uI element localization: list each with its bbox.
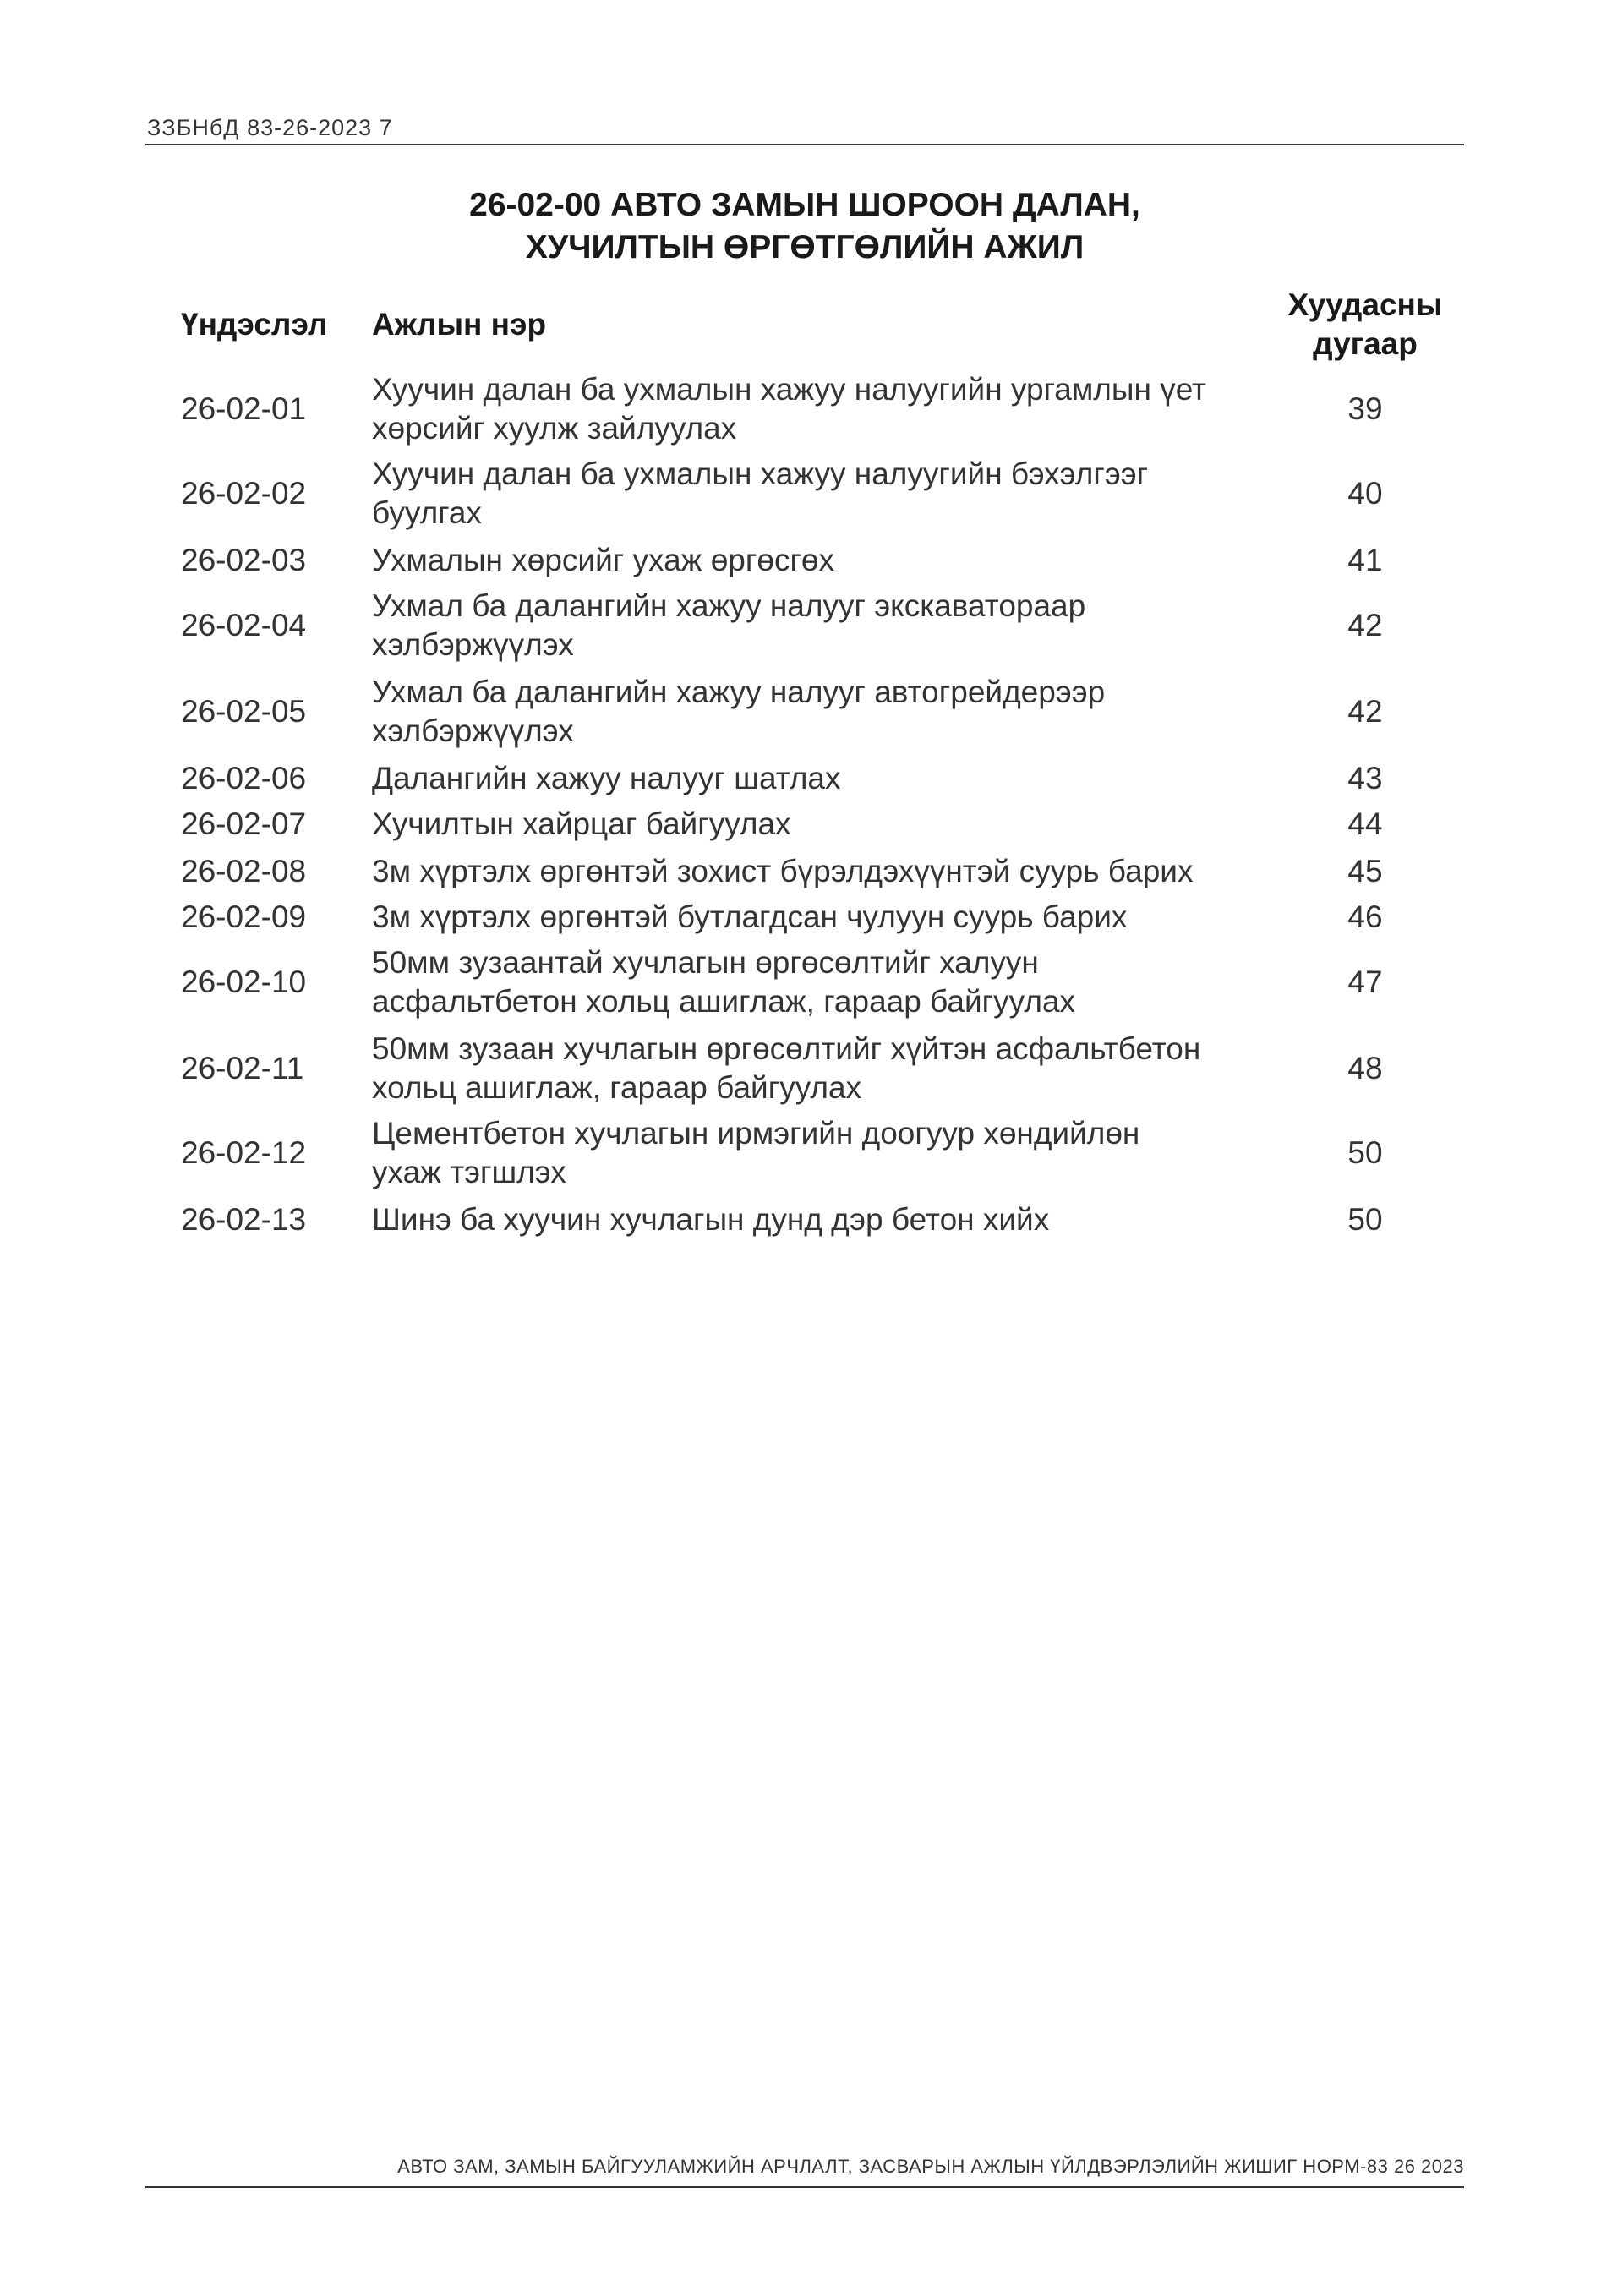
column-header-name: Ажлын нэр [372, 307, 547, 342]
row-page-number: 50 [1347, 1135, 1383, 1170]
row-page-number: 43 [1347, 761, 1383, 795]
row-name-line-1: Ухмалын хөрсийг ухаж өргөсгөх [372, 543, 835, 577]
header-divider [145, 144, 1464, 145]
table-row [0, 455, 1623, 533]
row-name [372, 370, 1268, 448]
column-header-page-line-1: Хуудасны [1287, 287, 1443, 322]
row-page-number: 47 [1347, 965, 1383, 999]
section-title [145, 184, 1464, 269]
table-row [0, 1114, 1623, 1192]
table-row [0, 370, 1623, 448]
row-name-line-1: Хуучин далан ба ухмалын хажуу налуугийн бэхэлгээг [372, 456, 1149, 491]
row-name [372, 943, 1268, 1021]
table-row [0, 673, 1623, 751]
row-code: 26-02-10 [181, 965, 307, 999]
column-header-code: Үндэслэл [181, 307, 328, 342]
row-name-line-2: ухаж тэгшлэх [372, 1155, 566, 1189]
row-page-number: 40 [1347, 476, 1383, 511]
row-code: 26-02-12 [181, 1135, 307, 1170]
row-page-number: 42 [1347, 694, 1383, 729]
row-name-line-1: Шинэ ба хуучин хучлагын дунд дэр бетон хийх [372, 1202, 1050, 1237]
row-name-line-2: хольц ашиглаж, гараар байгуулах [372, 1070, 862, 1105]
row-name [372, 587, 1268, 664]
row-name-line-1: 3м хүртэлх өргөнтэй бутлагдсан чулуун суурь барих [372, 899, 1128, 934]
row-name-line-2: хэлбэржүүлэх [372, 627, 574, 662]
row-name-line-1: 50мм зузаан хучлагын өргөсөлтийг хүйтэн асфальтбетон [372, 1031, 1201, 1066]
table-row [0, 1030, 1623, 1107]
row-page-number: 44 [1347, 806, 1383, 841]
row-name [372, 541, 1268, 580]
page-header [145, 115, 1464, 149]
footer-divider [145, 2186, 1464, 2188]
row-page-number: 48 [1347, 1051, 1383, 1085]
row-name [372, 759, 1268, 798]
row-name-line-2: буулгах [372, 495, 482, 530]
row-name [372, 898, 1268, 937]
row-name-line-1: 50мм зузаантай хучлагын өргөсөлтийг халуун [372, 945, 1039, 980]
row-page-number: 50 [1347, 1202, 1383, 1237]
row-code: 26-02-05 [181, 694, 307, 729]
row-code: 26-02-07 [181, 806, 307, 841]
row-page-number: 42 [1347, 608, 1383, 642]
row-name-line-1: Далангийн хажуу налууг шатлах [372, 761, 841, 795]
table-row [0, 852, 1623, 891]
row-code: 26-02-06 [181, 761, 307, 795]
row-page-number: 39 [1347, 391, 1383, 426]
row-code: 26-02-13 [181, 1202, 307, 1237]
row-code: 26-02-04 [181, 608, 307, 642]
section-title-line-2: ХУЧИЛТЫН ӨРГӨТГӨЛИЙН АЖИЛ [525, 229, 1085, 265]
row-page-number: 41 [1347, 543, 1383, 577]
row-name-line-2: асфальтбетон хольц ашиглаж, гараар байгуулах [372, 984, 1076, 1019]
table-row [0, 541, 1623, 580]
column-header-page [1260, 286, 1471, 364]
row-name-line-1: Хучилтын хайрцаг байгуулах [372, 806, 791, 841]
table-row [0, 943, 1623, 1021]
row-name-line-1: Ухмал ба далангийн хажуу налууг автогрейдерээр [372, 675, 1106, 709]
row-code: 26-02-02 [181, 476, 307, 511]
table-row [0, 587, 1623, 664]
row-name-line-1: Ухмал ба далангийн хажуу налууг экскаватораар [372, 588, 1086, 623]
row-name-line-1: Цементбетон хучлагын ирмэгийн доогуур хөндийлөн [372, 1116, 1140, 1151]
row-page-number: 45 [1347, 854, 1383, 888]
row-name-line-2: хэлбэржүүлэх [372, 713, 574, 748]
table-row [0, 805, 1623, 844]
table-row [0, 1200, 1623, 1239]
page-footer [145, 2156, 1464, 2198]
footer-text: АВТО ЗАМ, ЗАМЫН БАЙГУУЛАМЖИЙН АРЧЛАЛТ, ЗАСВАРЫН АЖЛЫН ҮЙЛДВЭРЛЭЛИЙН ЖИШИГ НОРМ-83 26 2023 [397, 2156, 1464, 2177]
table-row [0, 759, 1623, 798]
row-code: 26-02-01 [181, 391, 307, 426]
row-name [372, 1114, 1268, 1192]
row-name [372, 1030, 1268, 1107]
row-code: 26-02-09 [181, 899, 307, 934]
row-name [372, 1200, 1268, 1239]
row-name [372, 455, 1268, 533]
table-row [0, 898, 1623, 937]
row-name [372, 673, 1268, 751]
row-name-line-1: 3м хүртэлх өргөнтэй зохист бүрэлдэхүүнтэй суурь барих [372, 854, 1194, 888]
row-code: 26-02-08 [181, 854, 307, 888]
row-name-line-2: хөрсийг хуулж зайлуулах [372, 411, 737, 446]
row-name [372, 805, 1268, 844]
row-code: 26-02-11 [181, 1051, 304, 1085]
row-name-line-1: Хуучин далан ба ухмалын хажуу налуугийн ургамлын үет [372, 372, 1206, 407]
section-title-line-1: 26-02-00 АВТО ЗАМЫН ШОРООН ДАЛАН, [469, 187, 1140, 223]
column-header-page-line-2: дугаар [1313, 326, 1418, 361]
row-code: 26-02-03 [181, 543, 307, 577]
row-page-number: 46 [1347, 899, 1383, 934]
row-name [372, 852, 1268, 891]
header-doc-code: ЗЗБНбД 83-26-2023 7 [147, 115, 393, 140]
